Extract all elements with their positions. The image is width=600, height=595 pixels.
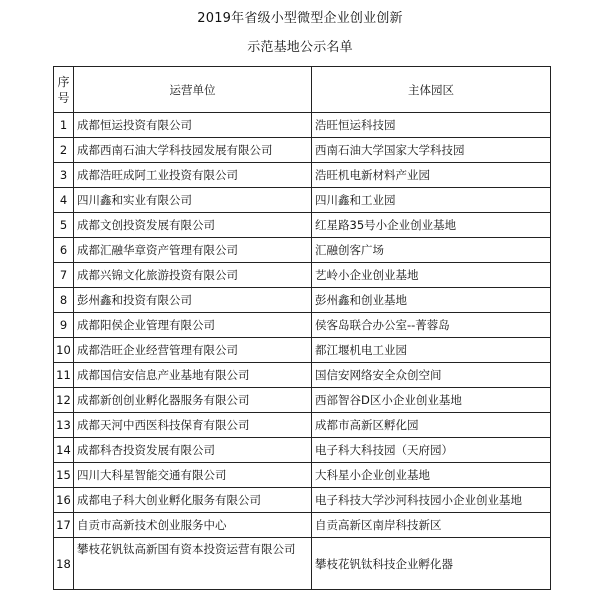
table-row	[54, 538, 551, 590]
row-org: 成都恒运投资有限公司	[74, 113, 312, 138]
table-row	[54, 263, 551, 288]
table-row	[54, 213, 551, 238]
row-park: 电子科大科技园（天府园）	[312, 438, 551, 463]
row-park: 浩旺恒运科技园	[312, 113, 551, 138]
row-park: 攀枝花钒钛科技企业孵化器	[312, 538, 551, 590]
table-row	[54, 513, 551, 538]
row-org: 成都天河中西医科技保育有限公司	[74, 413, 312, 438]
document-subtitle: 示范基地公示名单	[247, 40, 353, 55]
header-no: 序号	[54, 67, 74, 113]
row-org: 成都文创投资发展有限公司	[74, 213, 312, 238]
row-org: 成都电子科大创业孵化服务有限公司	[74, 488, 312, 513]
row-no: 8	[54, 288, 74, 313]
header-park: 主体园区	[312, 67, 551, 113]
row-no: 9	[54, 313, 74, 338]
row-no: 13	[54, 413, 74, 438]
row-org: 攀枝花钒钛高新国有资本投资运营有限公司	[74, 538, 312, 590]
base-list-table	[53, 66, 551, 590]
header-org: 运营单位	[74, 67, 312, 113]
row-park: 浩旺机电新材料产业园	[312, 163, 551, 188]
table-row	[54, 138, 551, 163]
row-no: 2	[54, 138, 74, 163]
row-park: 艺岭小企业创业基地	[312, 263, 551, 288]
row-org: 四川大科星智能交通有限公司	[74, 463, 312, 488]
row-no: 10	[54, 338, 74, 363]
row-park: 成都市高新区孵化园	[312, 413, 551, 438]
table-row	[54, 388, 551, 413]
table-row	[54, 238, 551, 263]
table-row	[54, 288, 551, 313]
table-row	[54, 413, 551, 438]
row-park: 红星路35号小企业创业基地	[312, 213, 551, 238]
row-park: 西部智谷D区小企业创业基地	[312, 388, 551, 413]
row-org: 成都浩旺企业经营管理有限公司	[74, 338, 312, 363]
row-org: 成都科杏投资发展有限公司	[74, 438, 312, 463]
row-org: 成都国信安信息产业基地有限公司	[74, 363, 312, 388]
row-org: 成都兴锦文化旅游投资有限公司	[74, 263, 312, 288]
row-park: 电子科技大学沙河科技园小企业创业基地	[312, 488, 551, 513]
document-title: 2019年省级小型微型企业创业创新	[197, 11, 403, 26]
row-org: 成都汇融华章资产管理有限公司	[74, 238, 312, 263]
row-no: 11	[54, 363, 74, 388]
table-row	[54, 188, 551, 213]
row-no: 18	[54, 538, 74, 590]
table-row	[54, 488, 551, 513]
table-row	[54, 363, 551, 388]
row-no: 14	[54, 438, 74, 463]
row-org: 彭州鑫和投资有限公司	[74, 288, 312, 313]
row-park: 都江堰机电工业园	[312, 338, 551, 363]
row-org: 成都浩旺成阿工业投资有限公司	[74, 163, 312, 188]
row-no: 17	[54, 513, 74, 538]
row-park: 大科星小企业创业基地	[312, 463, 551, 488]
table-row	[54, 313, 551, 338]
table-row	[54, 338, 551, 363]
row-park: 四川鑫和工业园	[312, 188, 551, 213]
row-no: 12	[54, 388, 74, 413]
table-row	[54, 163, 551, 188]
row-park: 侯客岛联合办公室--菁蓉岛	[312, 313, 551, 338]
row-no: 16	[54, 488, 74, 513]
row-park: 彭州鑫和创业基地	[312, 288, 551, 313]
row-park: 自贡高新区南岸科技新区	[312, 513, 551, 538]
row-org: 四川鑫和实业有限公司	[74, 188, 312, 213]
row-no: 7	[54, 263, 74, 288]
row-park: 汇融创客广场	[312, 238, 551, 263]
row-no: 4	[54, 188, 74, 213]
table-header-row	[54, 67, 551, 113]
row-no: 15	[54, 463, 74, 488]
row-org: 成都西南石油大学科技园发展有限公司	[74, 138, 312, 163]
row-no: 3	[54, 163, 74, 188]
row-org: 成都新创创业孵化器服务有限公司	[74, 388, 312, 413]
table-row	[54, 113, 551, 138]
row-no: 5	[54, 213, 74, 238]
row-park: 西南石油大学国家大学科技园	[312, 138, 551, 163]
row-no: 6	[54, 238, 74, 263]
row-org: 成都阳侯企业管理有限公司	[74, 313, 312, 338]
row-no: 1	[54, 113, 74, 138]
table-row	[54, 463, 551, 488]
row-park: 国信安网络安全众创空间	[312, 363, 551, 388]
row-org: 自贡市高新技术创业服务中心	[74, 513, 312, 538]
table-row	[54, 438, 551, 463]
